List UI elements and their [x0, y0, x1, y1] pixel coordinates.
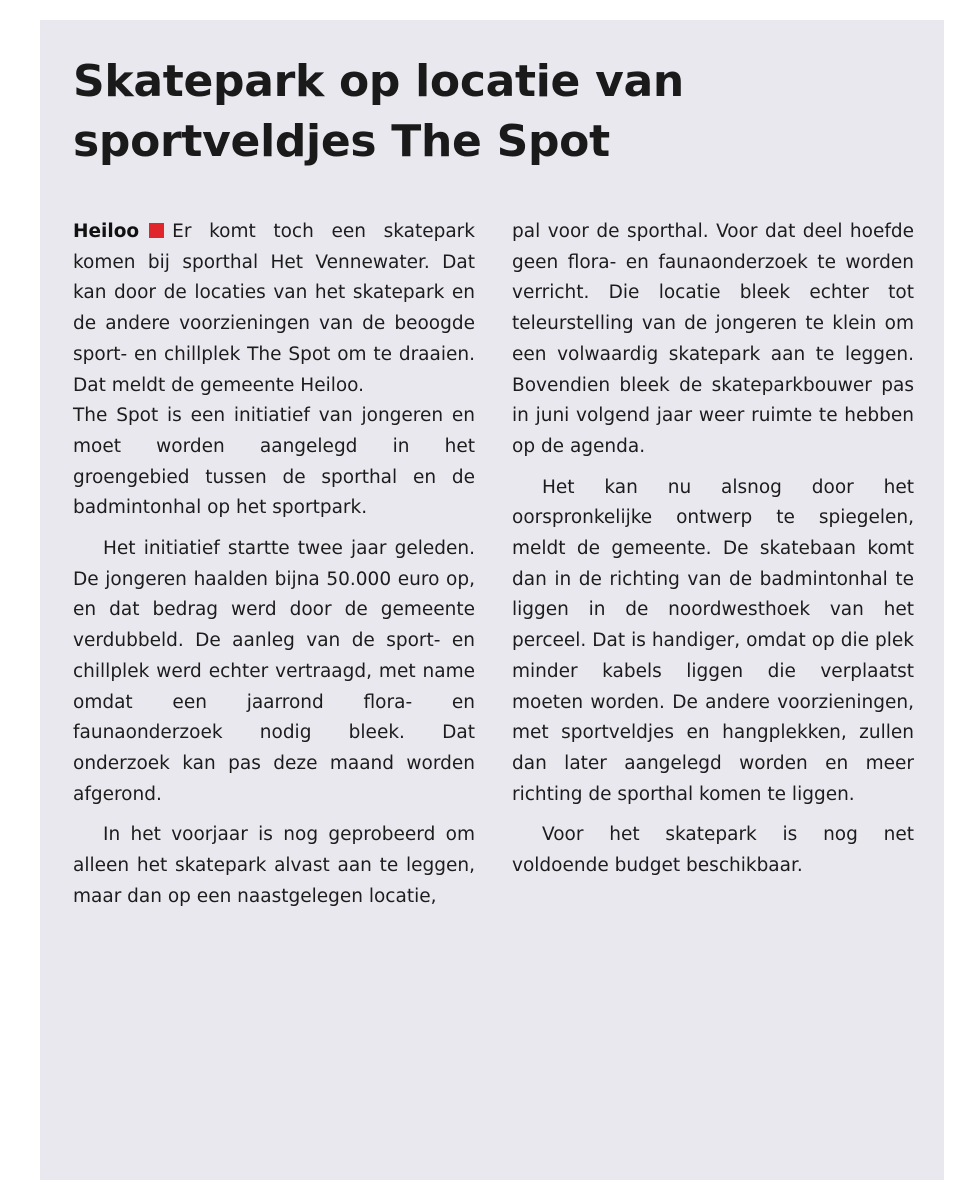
dateline: Heiloo: [73, 221, 140, 242]
article-column-left: [73, 217, 475, 912]
article-paragraph: The Spot is een initiatief van jongeren en moet worden aangelegd in het groengebied tussen de sporthal en de badmintonhal op het sportpark.: [73, 405, 475, 519]
article-paragraph: Het initiatief startte twee jaar geleden. De jongeren haalden bijna 50.000 euro op, en dat bedrag werd door de gemeente verdubbeld. De aanleg van de sport- en chillplek werd echter vertraagd, met name omdat een jaarrond flora- en faunaonderzoek nodig bleek. Dat onderzoek kan pas deze maand worden afgerond.: [73, 538, 475, 805]
article-headline: Skatepark op locatie van sportveldjes The Spot: [73, 56, 684, 167]
article-paragraph: [73, 217, 475, 401]
red-square-marker-icon: [149, 223, 164, 238]
article-column-right: [512, 217, 914, 882]
article-paragraph: In het voorjaar is nog geprobeerd om alleen het skatepark alvast aan te leggen, maar dan op een naastgelegen locatie,: [73, 824, 475, 907]
newspaper-clipping: [40, 20, 944, 1180]
article-paragraph: Het kan nu alsnog door het oorspronkelijke ontwerp te spiegelen, meldt de gemeente. De skatebaan komt dan in de richting van de badmintonhal te liggen in de noordwesthoek van het perceel. Dat is handiger, omdat op die plek minder kabels liggen die verplaatst moeten worden. De andere voorzieningen, met sportveldjes en hangplekken, zullen dan later aangelegd worden en meer richting de sporthal komen te liggen.: [512, 476, 914, 805]
article-paragraph: pal voor de sporthal. Voor dat deel hoefde geen flora- en faunaonderzoek te worden verricht. Die locatie bleek echter tot teleurstelling van de jongeren te klein om een volwaardig skatepark aan te leggen. Bovendien bleek de skateparkbouwer pas in juni volgend jaar weer ruimte te hebben op de agenda.: [512, 221, 914, 457]
article-paragraph: Voor het skatepark is nog net voldoende budget beschikbaar.: [512, 824, 914, 877]
paragraph-text: Er komt toch een skatepark komen bij sporthal Het Vennewater. Dat kan door de locaties van het skatepark en de andere voorzieningen van de beoogde sport- en chillplek The Spot om te draaien. Dat meldt de gemeente Heiloo.: [73, 221, 475, 396]
